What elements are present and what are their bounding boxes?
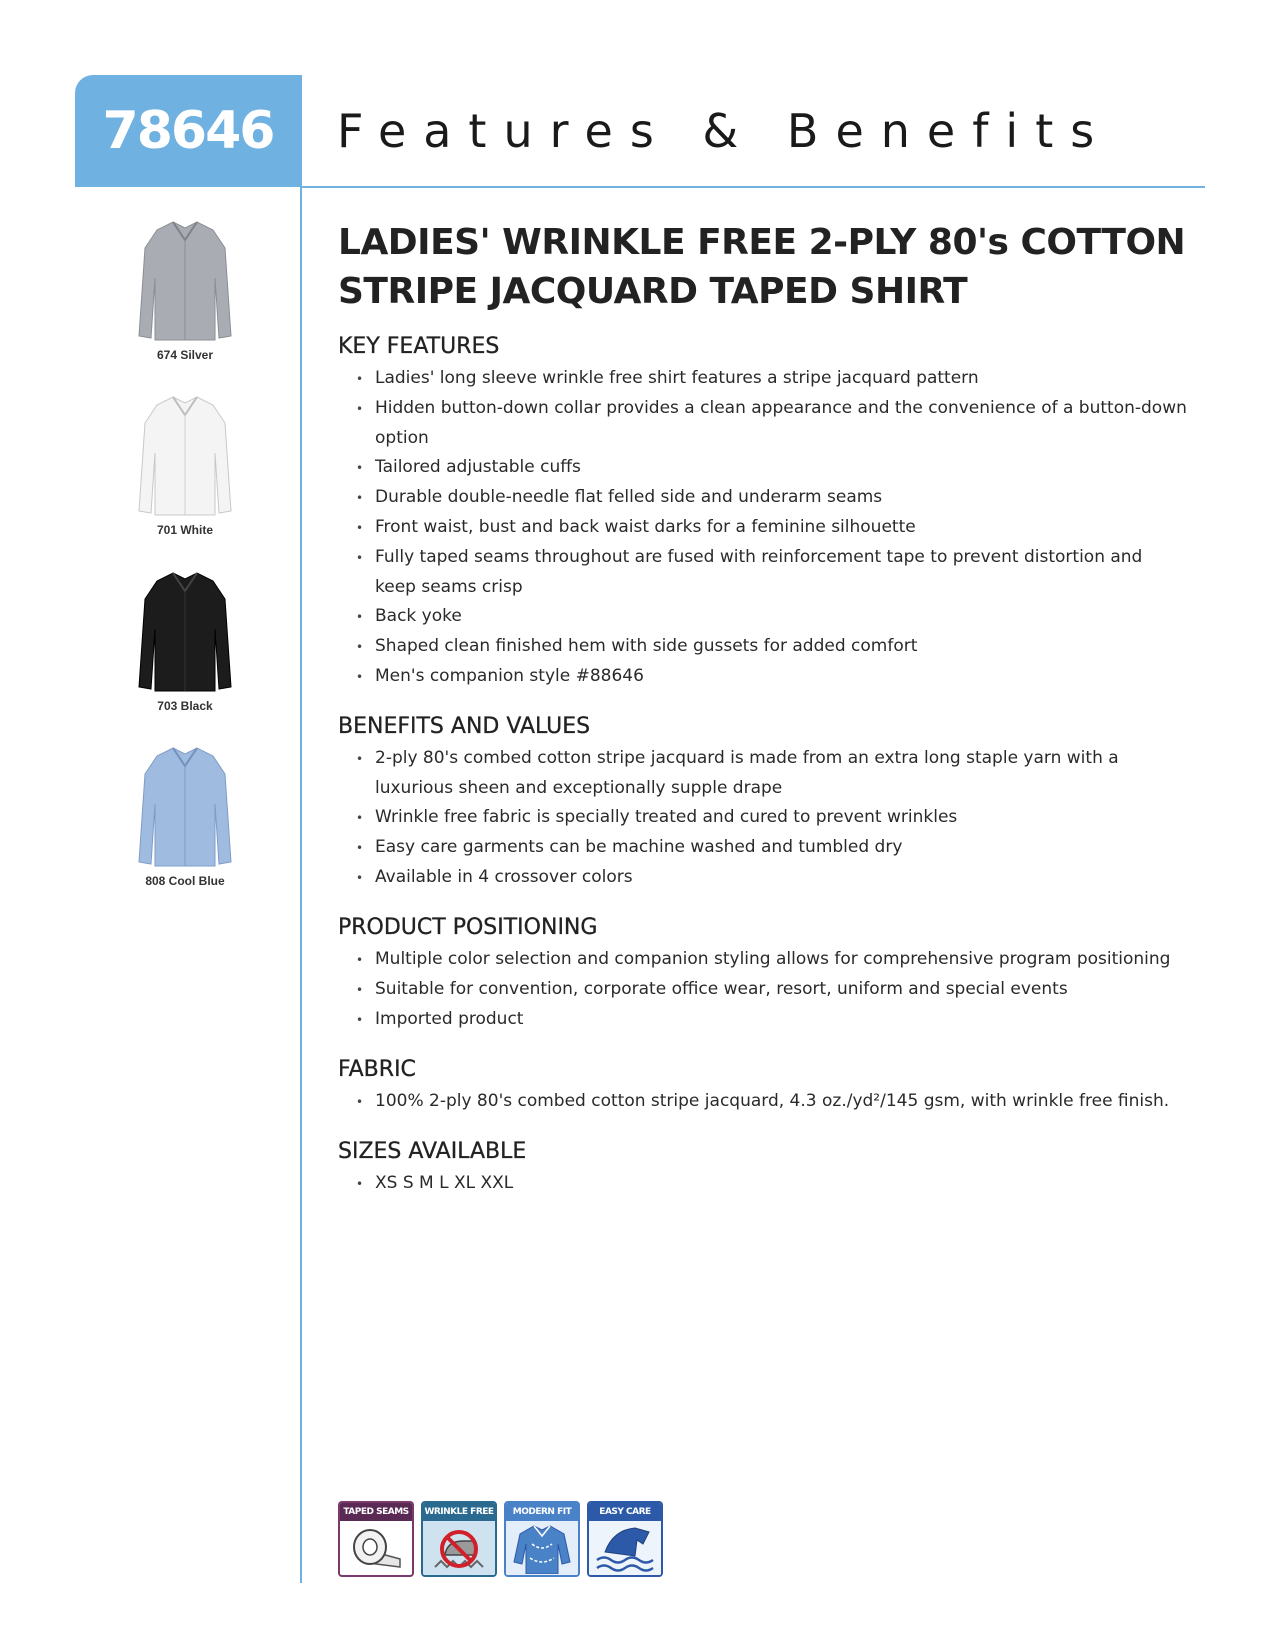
style-number-tab	[75, 75, 301, 187]
sizes-section	[338, 1139, 1188, 1199]
easy-care-badge	[587, 1501, 663, 1577]
badge-label: WRINKLE FREE	[423, 1503, 495, 1521]
tape-roll-icon	[348, 1523, 404, 1573]
swatch-label: 703 Black	[157, 699, 213, 713]
fabric-section	[338, 1057, 1188, 1117]
shirt-fit-icon	[512, 1522, 572, 1574]
shirt-silver-icon	[135, 218, 235, 342]
list-item: • Men's companion style #88646	[338, 662, 1188, 692]
benefits-section	[338, 714, 1188, 893]
list-item: • Back yoke	[338, 602, 1188, 632]
fabric-list	[338, 1087, 1188, 1117]
product-title	[338, 218, 1188, 316]
section-title: FABRIC	[338, 1057, 416, 1082]
badge-label: TAPED SEAMS	[340, 1503, 412, 1521]
swatch-label: 674 Silver	[156, 348, 214, 362]
taped-seams-badge	[338, 1501, 414, 1577]
swatch-cool-blue	[120, 744, 250, 888]
no-iron-icon	[431, 1523, 487, 1573]
swatch-label: 808 Cool Blue	[145, 874, 225, 888]
style-number: 78646	[102, 101, 274, 161]
header-divider	[301, 186, 1205, 188]
section-title: KEY FEATURES	[338, 334, 500, 359]
page-title: Features & Benefits	[337, 104, 1112, 158]
list-item: • Tailored adjustable cuffs	[338, 453, 1188, 483]
swatch-silver	[120, 218, 250, 362]
column-divider	[300, 75, 302, 1583]
feature-icons	[338, 1501, 663, 1577]
list-item: • 2-ply 80's combed cotton stripe jacquard is made from an extra long staple yarn with a luxurious sheen and exceptionally supple drape	[338, 744, 1188, 803]
positioning-section	[338, 915, 1188, 1035]
swatch-white	[120, 393, 250, 537]
section-title: SIZES AVAILABLE	[338, 1139, 527, 1164]
list-item: • Ladies' long sleeve wrinkle free shirt features a stripe jacquard pattern	[338, 364, 1188, 394]
shirt-white-icon	[135, 393, 235, 517]
list-item: • Multiple color selection and companion styling allows for comprehensive program positioning	[338, 945, 1188, 975]
badge-label: EASY CARE	[589, 1503, 661, 1521]
list-item: • Wrinkle free fabric is specially treated and cured to prevent wrinkles	[338, 803, 1188, 833]
product-title-line2: STRIPE JACQUARD TAPED SHIRT	[338, 271, 968, 312]
list-item: • Shaped clean finished hem with side gussets for added comfort	[338, 632, 1188, 662]
list-item: • Fully taped seams throughout are fused with reinforcement tape to prevent distortion and keep seams crisp	[338, 543, 1188, 602]
shirt-black-icon	[135, 569, 235, 693]
section-title: BENEFITS AND VALUES	[338, 714, 591, 739]
product-title-line1: LADIES' WRINKLE FREE 2-PLY 80's COTTON	[338, 222, 1186, 263]
list-item: • Suitable for convention, corporate office wear, resort, uniform and special events	[338, 975, 1188, 1005]
wrinkle-free-badge	[421, 1501, 497, 1577]
list-item: • 100% 2-ply 80's combed cotton stripe jacquard, 4.3 oz./yd²/145 gsm, with wrinkle free finish.	[338, 1087, 1188, 1117]
shirt-cool-blue-icon	[135, 744, 235, 868]
key-features-section	[338, 334, 1188, 692]
list-item: • XS S M L XL XXL	[338, 1169, 1188, 1199]
list-item: • Imported product	[338, 1005, 1188, 1035]
list-item: • Durable double-needle flat felled side and underarm seams	[338, 483, 1188, 513]
key-features-list	[338, 364, 1188, 692]
list-item: • Available in 4 crossover colors	[338, 863, 1188, 893]
list-item: • Hidden button-down collar provides a clean appearance and the convenience of a button-down option	[338, 394, 1188, 453]
section-title: PRODUCT POSITIONING	[338, 915, 598, 940]
swatch-label: 701 White	[156, 523, 213, 537]
swatch-black	[120, 569, 250, 713]
wash-wave-icon	[595, 1522, 655, 1574]
benefits-list	[338, 744, 1188, 893]
sizes-list	[338, 1169, 1188, 1199]
list-item: • Easy care garments can be machine washed and tumbled dry	[338, 833, 1188, 863]
main-content	[338, 218, 1188, 1199]
list-item: • Front waist, bust and back waist darks for a feminine silhouette	[338, 513, 1188, 543]
badge-label: MODERN FIT	[506, 1503, 578, 1521]
positioning-list	[338, 945, 1188, 1035]
modern-fit-badge	[504, 1501, 580, 1577]
